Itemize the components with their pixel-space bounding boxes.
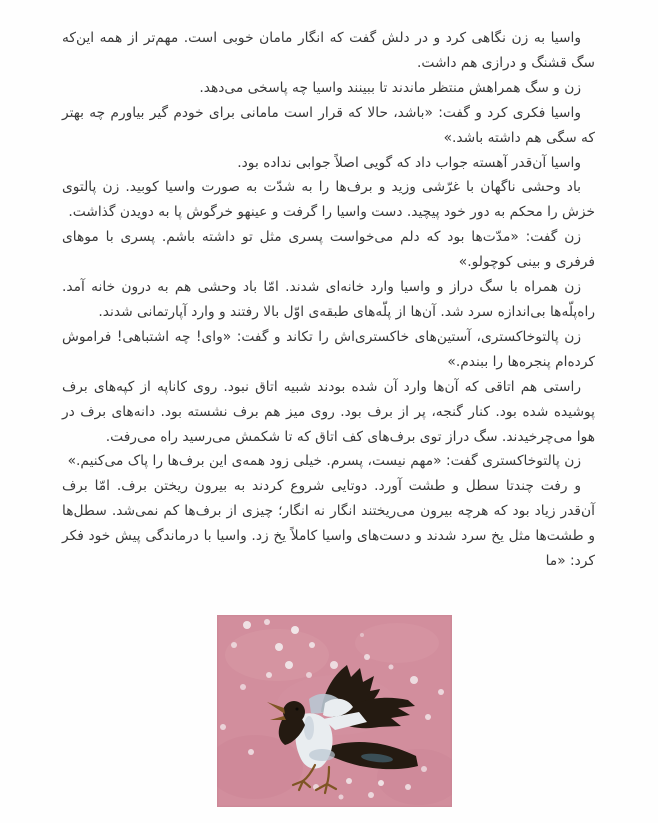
story-paragraph: زن همراه با سگ دراز و واسیا وارد خانه‌ای شدند. امّا باد وحشی هم به درون خانه آمد. راه‌پلّه‌ها بی‌اندازه سرد شد. آن‌ها از پلّه‌های طبقه‌ی اوّل بالا رفتند و وارد آپارتمانی شدند. bbox=[62, 279, 595, 320]
story-paragraph: باد وحشی ناگهان با غرّشی وزید و برف‌ها را به شدّت به صورت واسیا کوبید. زن پالتوی خزش را محکم به دور خود پیچید. دست واسیا را گرفت و عینهو خرگوش پا به دویدن گذاشت. bbox=[62, 179, 595, 221]
story-paragraph: زن گفت: «مدّت‌ها بود که دلم می‌خواست پسری مثل تو داشته باشم. پسری با موهای فرفری و بینی کوچولو.» bbox=[62, 229, 595, 271]
story-paragraph: زن پالتوخاکستری، آستین‌های خاکستری‌اش را تکاند و گفت: «وای! چه اشتباهی! فراموش کرده‌ام پنجره‌ها را ببندم.» bbox=[62, 328, 595, 370]
story-paragraph: واسیا فکری کرد و گفت: «باشد، حالا که قرار است مامانی برای خودم گیر بیاورم چه بهتر که سگی هم داشته باشد.» bbox=[62, 104, 595, 146]
story-text bbox=[62, 26, 595, 574]
story-paragraph: و رفت چندتا سطل و طشت آورد. دوتایی شروع کردند به بیرون ریختن برف. امّا برف آن‌قدر زیاد بود که هرچه بیرون می‌ریختند انگار نه انگار؛ چیزی از برف‌ها کم نمی‌شد. سطل‌ها و طشت‌ها مثل یخ سرد شدند و دست‌های واسیا کاملاً یخ زد. واسیا با درماندگی پیش خود فکر کرد: «ما bbox=[62, 478, 595, 570]
magpie-in-snow-illustration bbox=[217, 615, 452, 807]
story-paragraph: زن پالتوخاکستری گفت: «مهم نیست، پسرم. خیلی زود همه‌ی این برف‌ها را پاک می‌کنیم.» bbox=[67, 453, 581, 470]
story-paragraph: واسیا به زن نگاهی کرد و در دلش گفت که انگار مامان خوبی است. مهم‌تر از همه این‌که سگ قشنگ و درازی هم داشت. bbox=[62, 30, 595, 71]
story-paragraph: راستی هم اتاقی که آن‌ها وارد آن شده بودند شبیه اتاق نبود. روی کاناپه از کپه‌های برف پوشیده شده بود. کنار گنجه، پر از برف بود. روی میز هم برف نشسته بود. دانه‌های برف در هوا می‌چرخیدند. سگ دراز توی برف‌های کف اتاق که تا شکمش می‌رسید راه می‌رفت. bbox=[62, 378, 595, 445]
story-paragraph: واسیا آن‌قدر آهسته جواب داد که گویی اصلاً جوابی نداده بود. bbox=[237, 154, 581, 171]
story-illustration bbox=[217, 615, 452, 807]
story-paragraph: زن و سگ همراهش منتظر ماندند تا ببینند واسیا چه پاسخی می‌دهد. bbox=[199, 79, 581, 96]
eye bbox=[296, 708, 299, 711]
